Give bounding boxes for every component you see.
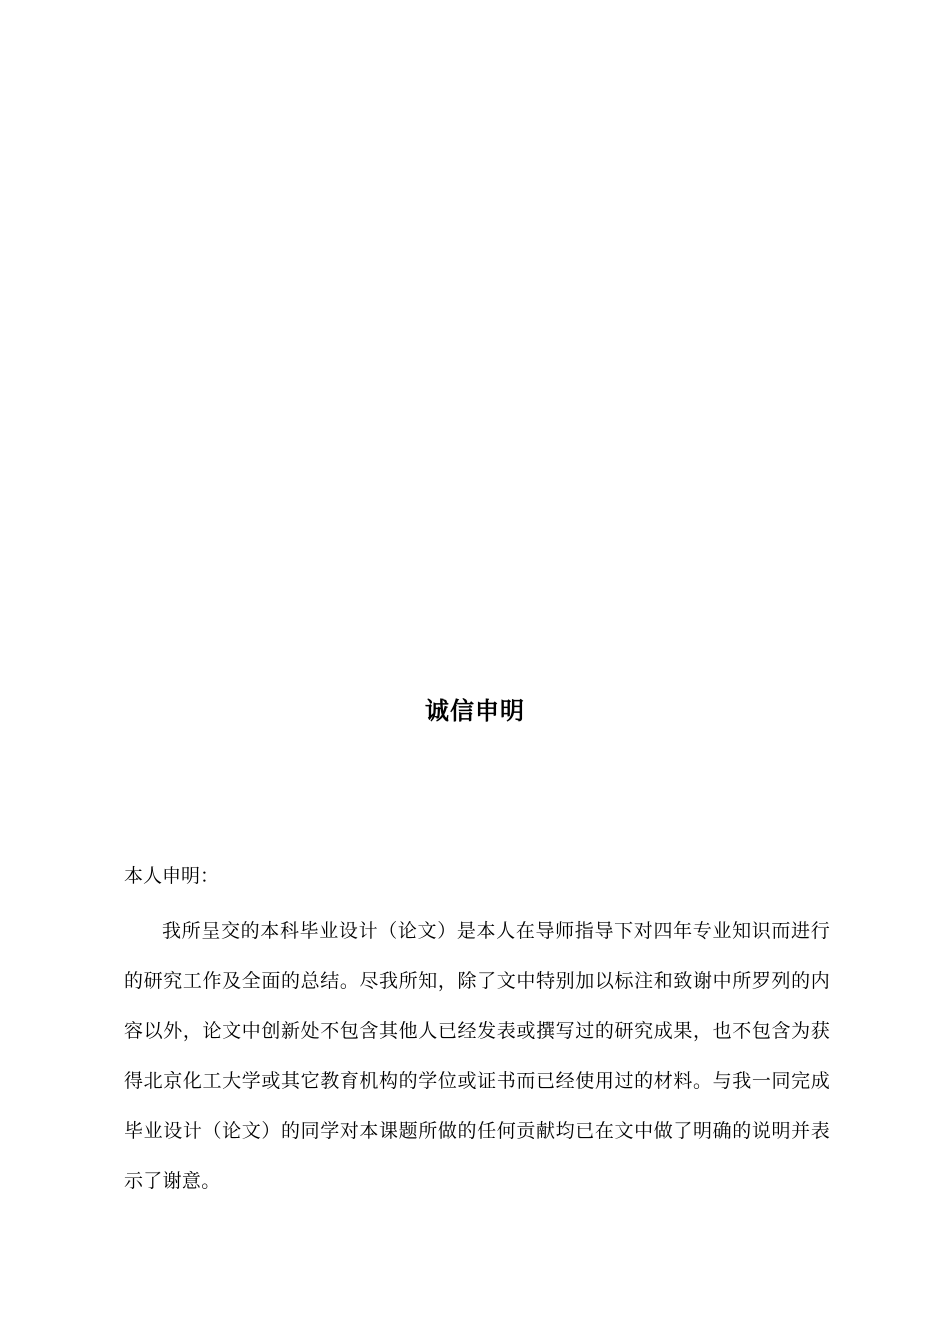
declaration-paragraph: 我所呈交的本科毕业设计（论文）是本人在导师指导下对四年专业知识而进行的研究工作及全面的总结。尽我所知，除了文中特别加以标注和致谢中所罗列的内容以外，论文中创新处不包含其他人已经发表或撰写过的研究成果，也不包含为获得北京化工大学或其它教育机构的学位或证书而已经使用过的材料。与我一同完成毕业设计（论文）的同学对本课题所做的任何贡献均已在文中做了明确的说明并表示了谢意。 xyxy=(124,920,830,1192)
salutation: 本人申明： xyxy=(124,865,220,887)
page-title: 诚信申明 xyxy=(425,697,525,725)
